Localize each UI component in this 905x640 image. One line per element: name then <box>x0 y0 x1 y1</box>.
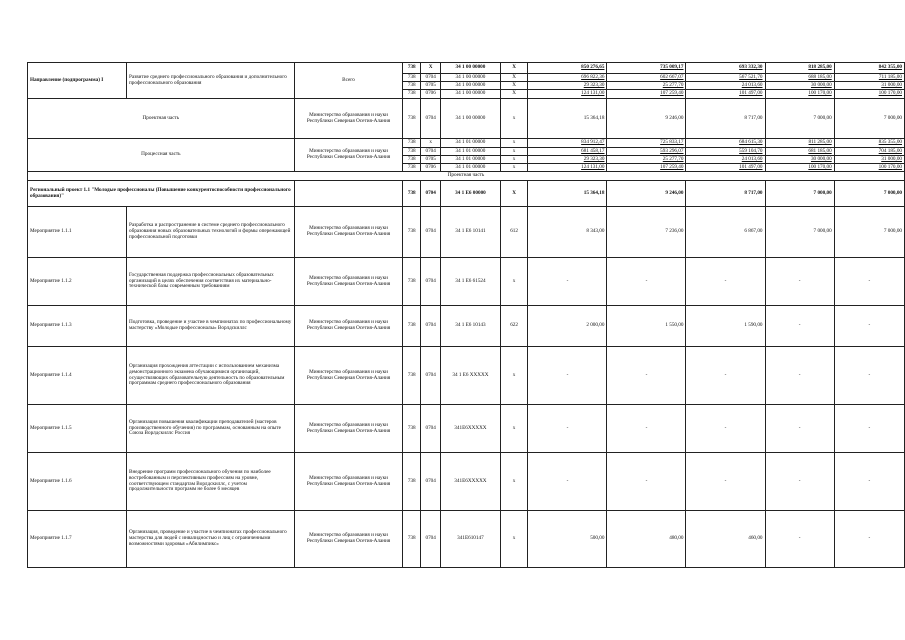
table-cell: 559 104,70 <box>686 148 765 156</box>
table-cell: х <box>500 453 528 511</box>
table-cell: Мероприятие 1.1.2 <box>28 258 127 306</box>
table-cell: 6 867,00 <box>686 207 765 258</box>
table-cell: 593 296,07 <box>607 148 686 156</box>
table-cell: 738 <box>403 347 421 405</box>
table-cell: 100 170,00 <box>765 90 834 99</box>
table-cell: 738 <box>403 164 421 172</box>
table-cell: х <box>500 139 528 148</box>
table-cell: Подготовка, проведение и участие в чемпионатах по профессиональному мастерству «Молодые профессионалы» Ворлдскиллс <box>126 306 294 347</box>
table-row <box>28 99 905 139</box>
table-cell: 34 1 Е6 61524 <box>441 258 501 306</box>
table-cell: Министерство образования и науки Республики Северная Осетия-Алания <box>294 207 403 258</box>
table-cell: 8 717,00 <box>686 99 765 139</box>
table-cell: Министерство образования и науки Республики Северная Осетия-Алания <box>294 511 403 568</box>
table-cell: 100 170,00 <box>765 164 834 172</box>
table-cell: 29 323,30 <box>528 156 607 164</box>
table-cell: 704 185,00 <box>834 148 904 156</box>
table-cell: 738 <box>403 156 421 164</box>
table-cell: х <box>500 347 528 405</box>
table-body <box>28 63 905 568</box>
table-cell: Проектная часть <box>28 172 905 181</box>
table-cell: - <box>765 453 834 511</box>
table-cell: - <box>834 258 904 306</box>
table-cell: 34 1 00 00000 <box>441 63 501 74</box>
table-cell: - <box>607 347 686 405</box>
table-cell: 34 1 00 00000 <box>441 82 501 90</box>
table-cell: х <box>500 99 528 139</box>
table-cell: 480,00 <box>607 511 686 568</box>
table-cell: Министерство образования и науки Республики Северная Осетия-Алания <box>294 347 403 405</box>
table-cell: 107 259,40 <box>607 164 686 172</box>
table-cell: 31 000,00 <box>834 82 904 90</box>
table-cell: Министерство образования и науки Республики Северная Осетия-Алания <box>294 306 403 347</box>
table-cell: Направление (подпрограмма) I <box>28 63 127 99</box>
table-cell: 738 <box>403 82 421 90</box>
table-cell: - <box>834 405 904 453</box>
table-cell: 0704 <box>421 405 441 453</box>
table-cell: - <box>528 347 607 405</box>
table-row <box>28 347 905 405</box>
table-cell: 738 <box>403 99 421 139</box>
table-cell: - <box>834 306 904 347</box>
table-cell: Х <box>500 82 528 90</box>
table-cell: Проектная часть <box>28 99 295 139</box>
table-cell: Мероприятие 1.1.7 <box>28 511 127 568</box>
table-cell: Всего <box>294 63 403 99</box>
table-cell: 124 131,00 <box>528 164 607 172</box>
table-cell: 341Е610147 <box>441 511 501 568</box>
table-cell: 0704 <box>421 181 441 207</box>
table-cell: 0704 <box>421 148 441 156</box>
table-cell: - <box>528 453 607 511</box>
table-cell: 107 259,40 <box>607 90 686 99</box>
table-cell: - <box>607 453 686 511</box>
table-cell: - <box>834 347 904 405</box>
table-cell: х <box>500 405 528 453</box>
table-cell: 2 000,00 <box>528 306 607 347</box>
table-row <box>28 405 905 453</box>
table-cell: 15 364,18 <box>528 99 607 139</box>
table-cell: 693 332,30 <box>686 63 765 74</box>
table-cell: 602 667,07 <box>607 74 686 82</box>
table-cell: Мероприятие 1.1.1 <box>28 207 127 258</box>
budget-table <box>27 62 905 568</box>
table-cell: Х <box>500 74 528 82</box>
table-cell: 0704 <box>421 74 441 82</box>
table-cell: 8 343,00 <box>528 207 607 258</box>
table-cell: 811 285,00 <box>765 139 834 148</box>
table-cell: 101 497,00 <box>686 90 765 99</box>
table-cell: 9 246,00 <box>607 181 686 207</box>
table-cell: Х <box>421 63 441 74</box>
table-cell: 0704 <box>421 306 441 347</box>
table-row <box>28 207 905 258</box>
table-cell: Организация прохождения аттестации с использованием механизма демонстрационного экзамена обучающимися организаций, осуществляющих образовательную деятельность по образовательным программам среднего профессионального образования <box>126 347 294 405</box>
table-cell: - <box>765 511 834 568</box>
table-cell: 29 323,30 <box>528 82 607 90</box>
table-row <box>28 306 905 347</box>
table-row <box>28 172 905 181</box>
table-cell: 842 355,00 <box>834 63 904 74</box>
table-cell: х <box>421 139 441 148</box>
table-cell: 696 822,36 <box>528 74 607 82</box>
table-cell: 8 717,00 <box>686 181 765 207</box>
table-cell: 341Е6ХХХХХ <box>441 405 501 453</box>
table-cell: 681 458,17 <box>528 148 607 156</box>
table-cell: Региональный проект 1.1 "Молодые профессионалы (Повышение конкурентоспособности профессионального образования)" <box>28 181 295 207</box>
table-cell: - <box>686 453 765 511</box>
table-cell <box>294 181 403 207</box>
table-cell: 711 185,00 <box>834 74 904 82</box>
table-cell: х <box>500 164 528 172</box>
table-cell: Государственная поддержка профессиональных образовательных организаций в целях обеспечения соответствия их материально-технической базы современным требованиям <box>126 258 294 306</box>
table-cell: - <box>528 258 607 306</box>
table-cell: Мероприятие 1.1.4 <box>28 347 127 405</box>
table-cell: 0705 <box>421 156 441 164</box>
table-cell: 25 277,70 <box>607 82 686 90</box>
table-cell: 34 1 Е6 ХХХХХ <box>441 347 501 405</box>
table-cell: Министерство образования и науки Республики Северная Осетия-Алания <box>294 258 403 306</box>
table-cell: 688 185,00 <box>765 74 834 82</box>
table-cell: 738 <box>403 258 421 306</box>
table-cell: Х <box>500 63 528 74</box>
table-cell: 34 1 00 00000 <box>441 99 501 139</box>
table-cell: 622 <box>500 306 528 347</box>
table-cell: 0704 <box>421 511 441 568</box>
table-cell: 835 355,00 <box>834 139 904 148</box>
table-cell: 0704 <box>421 453 441 511</box>
table-cell: 0704 <box>421 207 441 258</box>
table-cell: 0706 <box>421 164 441 172</box>
table-cell: Министерство образования и науки Республики Северная Осетия-Алания <box>294 139 403 172</box>
table-cell: - <box>686 347 765 405</box>
table-cell: 31 000,00 <box>834 156 904 164</box>
table-cell: 34 1 01 00000 <box>441 164 501 172</box>
table-cell: х <box>500 156 528 164</box>
table-cell: 34 1 00 00000 <box>441 74 501 82</box>
table-cell: 681 185,00 <box>765 148 834 156</box>
table-cell: - <box>607 405 686 453</box>
table-cell: - <box>765 405 834 453</box>
table-cell: 15 364,18 <box>528 181 607 207</box>
table-cell: 725 833,17 <box>607 139 686 148</box>
table-cell: Мероприятие 1.1.6 <box>28 453 127 511</box>
table-cell: 34 1 Е6 10141 <box>441 207 501 258</box>
table-cell: 7 000,00 <box>765 207 834 258</box>
table-cell: х <box>500 511 528 568</box>
table-cell: Министерство образования и науки Республики Северная Осетия-Алания <box>294 99 403 139</box>
table-cell: 24 013,60 <box>686 82 765 90</box>
table-cell: Х <box>500 90 528 99</box>
table-cell: Мероприятие 1.1.3 <box>28 306 127 347</box>
table-cell: Министерство образования и науки Республики Северная Осетия-Алания <box>294 453 403 511</box>
table-cell: Х <box>500 181 528 207</box>
table-cell: 9 246,00 <box>607 99 686 139</box>
table-cell: 834 912,47 <box>528 139 607 148</box>
table-cell: Внедрение программ профессионального обучения по наиболее востребованным и перспективным профессиям на уровне, соответствующем стандартам Ворлдскиллс, с учетом продолжительности программ не более 6 месяцев <box>126 453 294 511</box>
table-cell: 34 1 Е6 00000 <box>441 181 501 207</box>
table-cell: - <box>765 306 834 347</box>
table-cell: 25 277,70 <box>607 156 686 164</box>
table-cell: 34 1 00 00000 <box>441 90 501 99</box>
table-cell: 738 <box>403 148 421 156</box>
table-cell: 738 <box>403 139 421 148</box>
table-cell: 7 000,00 <box>834 181 904 207</box>
table-cell: 7 000,00 <box>765 99 834 139</box>
table-cell: 684 615,30 <box>686 139 765 148</box>
table-cell: 0704 <box>421 258 441 306</box>
table-cell: 567 521,70 <box>686 74 765 82</box>
table-row <box>28 453 905 511</box>
table-cell: 7 000,00 <box>834 207 904 258</box>
table-cell: 1 590,00 <box>686 306 765 347</box>
table-cell: Мероприятие 1.1.5 <box>28 405 127 453</box>
table-cell: - <box>834 511 904 568</box>
table-cell: Организация, проведение и участие в чемпионатах профессионального мастерства для людей с инвалидностью и лиц с ограниченными возможностями здоровья «Абилимпикс» <box>126 511 294 568</box>
table-cell: 0704 <box>421 99 441 139</box>
table-cell: Министерство образования и науки Республики Северная Осетия-Алания <box>294 405 403 453</box>
table-cell: 0704 <box>421 347 441 405</box>
table-cell: - <box>686 258 765 306</box>
table-row <box>28 139 905 148</box>
table-cell: 34 1 01 00000 <box>441 156 501 164</box>
table-cell: х <box>500 258 528 306</box>
table-cell: 738 <box>403 453 421 511</box>
table-cell: Организация повышения квалификации преподавателей (мастеров производственного обучения) по программам, основанным на опыте Союза Ворлдскиллс Россия <box>126 405 294 453</box>
table-cell: 34 1 01 00000 <box>441 148 501 156</box>
table-cell: - <box>765 347 834 405</box>
table-cell: 500,00 <box>528 511 607 568</box>
table-cell: 738 <box>403 90 421 99</box>
table-cell: 460,00 <box>686 511 765 568</box>
table-cell: 738 <box>403 63 421 74</box>
table-cell: 1 550,00 <box>607 306 686 347</box>
table-cell: - <box>607 258 686 306</box>
table-cell: - <box>528 405 607 453</box>
table-cell: 738 <box>403 511 421 568</box>
table-cell: 101 497,00 <box>686 164 765 172</box>
table-cell: 850 276,65 <box>528 63 607 74</box>
table-cell: 612 <box>500 207 528 258</box>
table-cell: 30 000,00 <box>765 156 834 164</box>
table-cell: - <box>834 453 904 511</box>
table-cell: 24 013,60 <box>686 156 765 164</box>
table-row <box>28 511 905 568</box>
table-cell: 0705 <box>421 82 441 90</box>
table-cell: 738 <box>403 405 421 453</box>
table-cell: 7 000,00 <box>834 99 904 139</box>
table-cell: 100 170,00 <box>834 164 904 172</box>
table-cell: 738 <box>403 207 421 258</box>
table-cell: - <box>765 258 834 306</box>
table-cell: Разработка и распространение в системе среднего профессионального образования новых образовательных технологий и формы опережающей профессиональной подготовки <box>126 207 294 258</box>
table-cell: 735 009,17 <box>607 63 686 74</box>
table-cell: 0706 <box>421 90 441 99</box>
table-cell: Развитие среднего профессионального образования и дополнительного профессионального образования <box>126 63 294 99</box>
table-row <box>28 258 905 306</box>
table-row <box>28 63 905 74</box>
table-cell: 30 000,00 <box>765 82 834 90</box>
table-cell: 341Е6ХХХХХ <box>441 453 501 511</box>
table-cell: 738 <box>403 306 421 347</box>
table-cell: х <box>500 148 528 156</box>
table-cell: 818 285,00 <box>765 63 834 74</box>
table-cell: 738 <box>403 181 421 207</box>
table-cell: 100 170,00 <box>834 90 904 99</box>
table-cell: 7 236,00 <box>607 207 686 258</box>
table-cell: - <box>686 405 765 453</box>
table-cell: 124 131,00 <box>528 90 607 99</box>
table-cell: 738 <box>403 74 421 82</box>
table-cell: 34 1 01 00000 <box>441 139 501 148</box>
table-cell: 7 000,00 <box>765 181 834 207</box>
table-row <box>28 181 905 207</box>
table-cell: 34 1 Е6 10143 <box>441 306 501 347</box>
table-cell: Процессная часть <box>28 139 295 172</box>
